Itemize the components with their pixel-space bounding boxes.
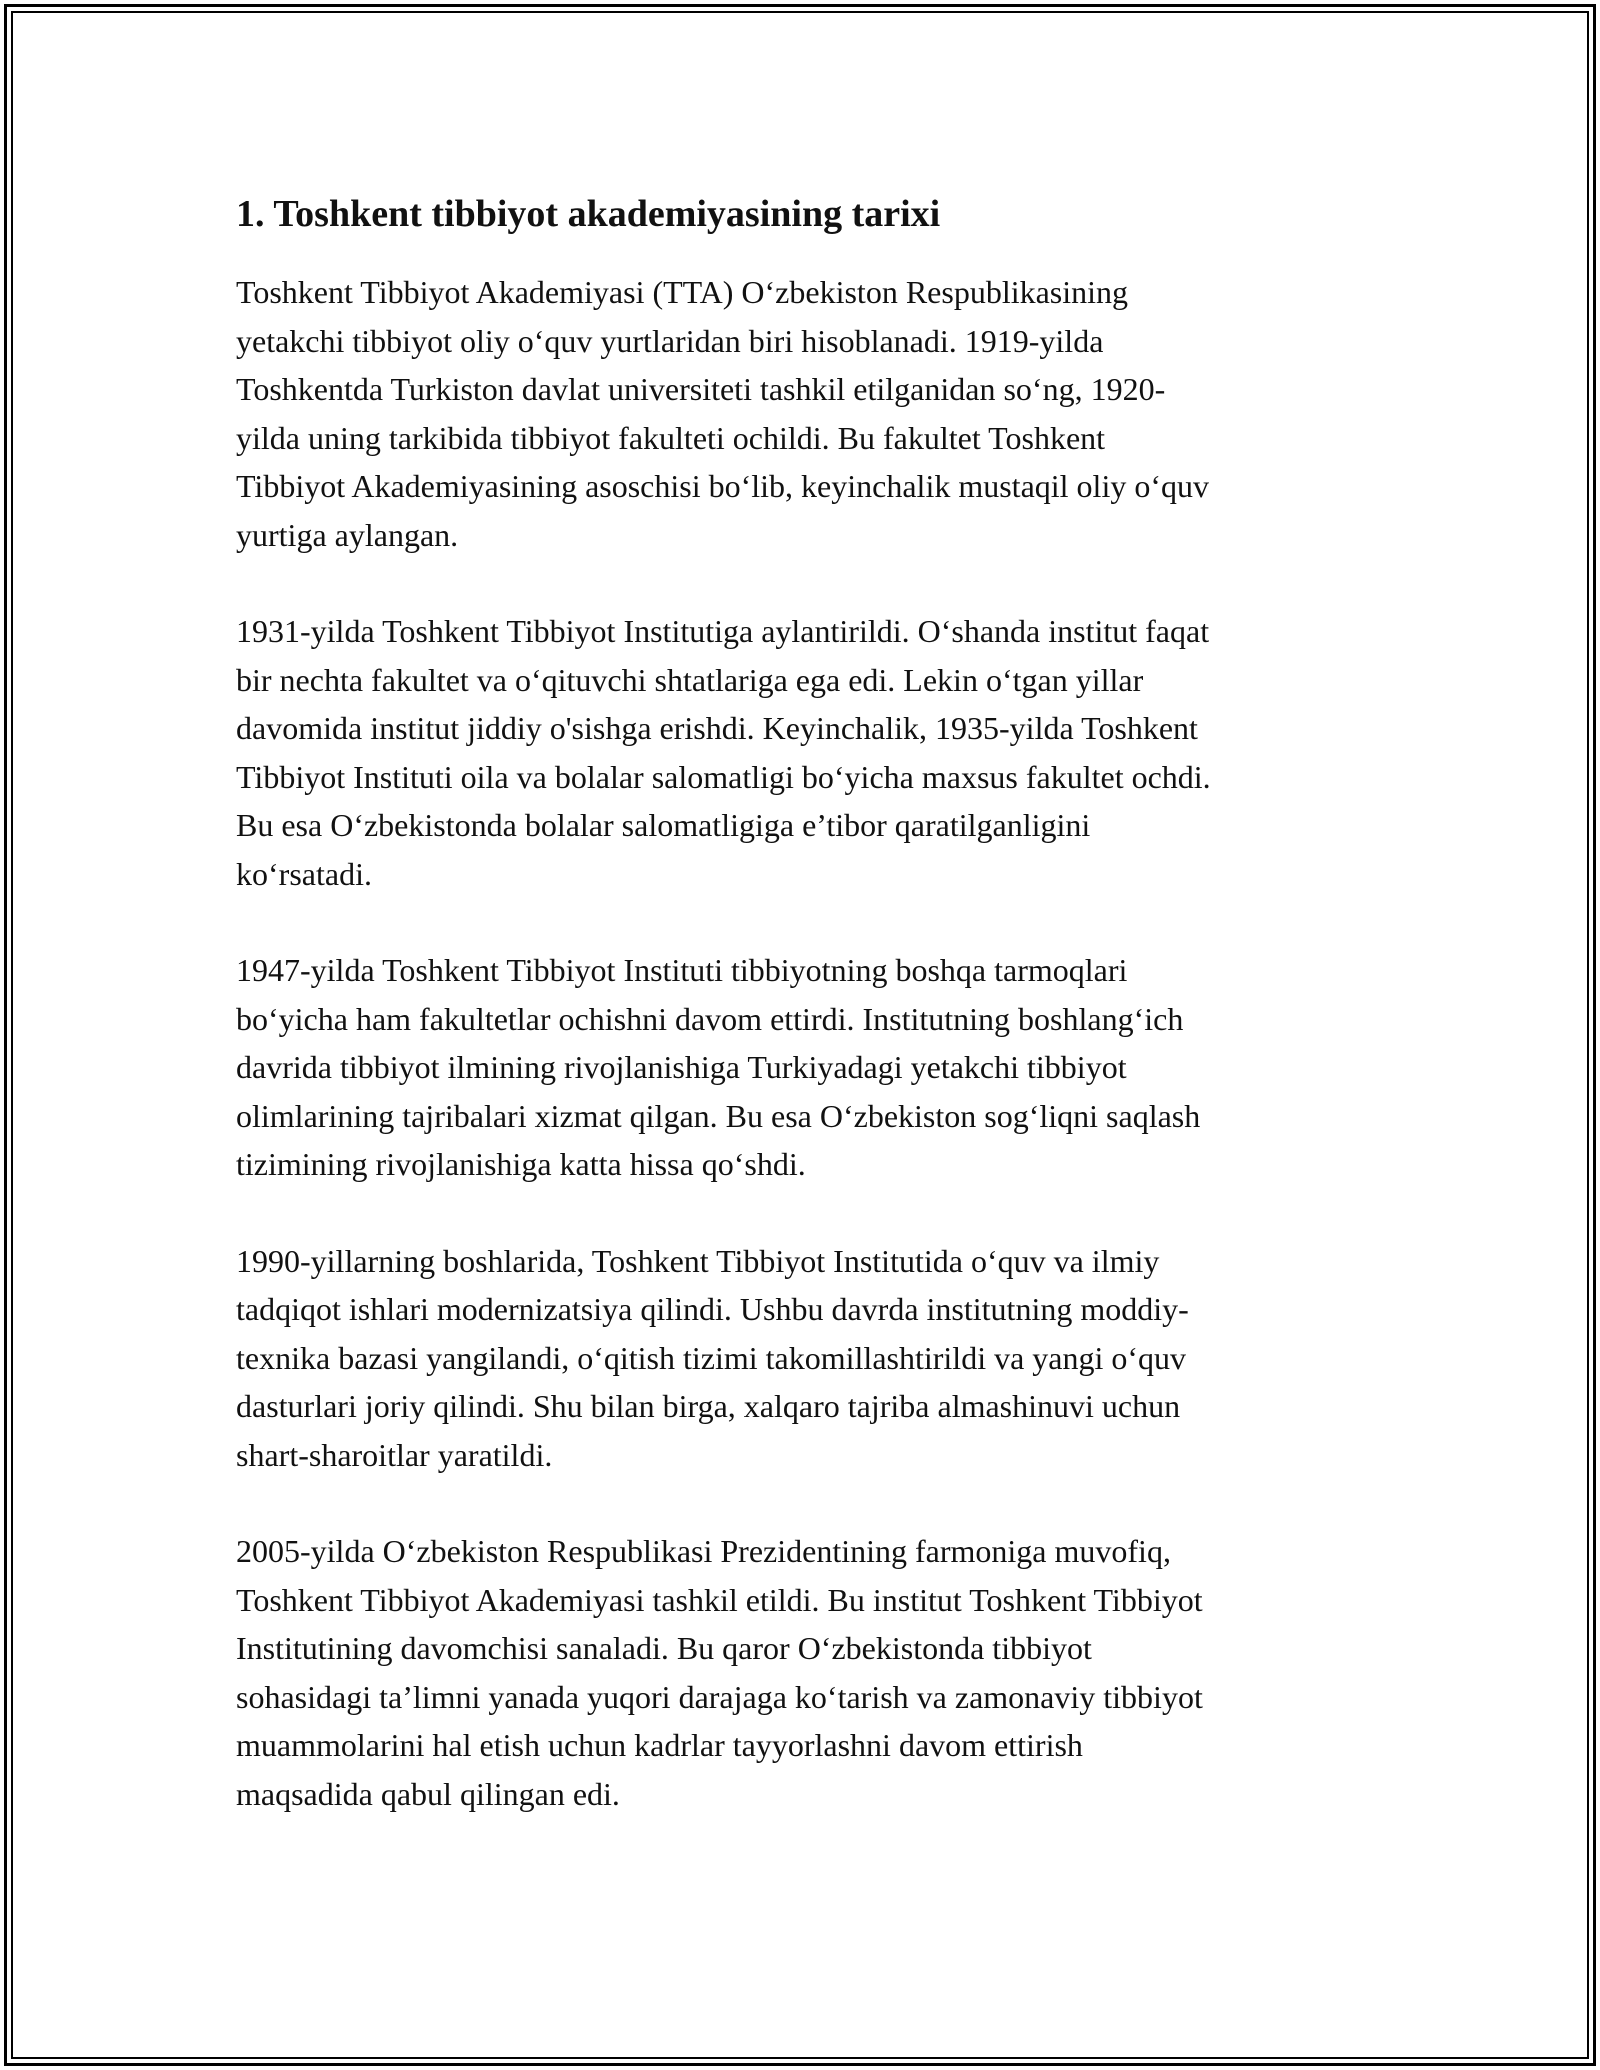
paragraph-line: 1931-yilda Toshkent Tibbiyot Institutiga aylantirildi. O‘shanda institut faqat bbox=[236, 613, 1210, 649]
paragraph-line: 1947-yilda Toshkent Tibbiyot Instituti tibbiyotning boshqa tarmoqlari bbox=[236, 952, 1128, 988]
paragraph-line: yurtiga aylangan. bbox=[236, 516, 459, 553]
paragraph-line: bo‘yicha ham fakultetlar ochishni davom ettirdi. Institutning boshlang‘ich bbox=[236, 1000, 1184, 1037]
paragraph-line: Bu esa O‘zbekistonda bolalar salomatligiga e’tibor qaratilganligini bbox=[236, 807, 1091, 843]
paragraph-line: sohasidagi ta’limni yanada yuqori darajaga ko‘tarish va zamonaviy tibbiyot bbox=[236, 1678, 1203, 1715]
section-heading: 1. Toshkent tibbiyot akademiyasining tarixi bbox=[236, 193, 941, 235]
paragraph-line: 1990-yillarning boshlarida, Toshkent Tibbiyot Institutida o‘quv va ilmiy bbox=[236, 1242, 1160, 1279]
paragraph-line: texnika bazasi yangilandi, o‘qitish tizimi takomillashtirildi va yangi o‘quv bbox=[236, 1339, 1187, 1376]
paragraph-line: davomida institut jiddiy o'sishga erishdi. Keyinchalik, 1935-yilda Toshkent bbox=[236, 710, 1198, 746]
paragraph-line: tadqiqot ishlari modernizatsiya qilindi. Ushbu davrda institutning moddiy- bbox=[236, 1291, 1189, 1327]
paragraph-history-2005 bbox=[236, 1527, 1366, 1818]
paragraph-line: tizimining rivojlanishiga katta hissa qo‘shdi. bbox=[236, 1146, 806, 1182]
paragraph-line: Toshkent Tibbiyot Akademiyasi (TTA) O‘zbekiston Respublikasining bbox=[236, 274, 1129, 310]
paragraph-history-founding bbox=[236, 268, 1366, 559]
paragraph-line: muammolarini hal etish uchun kadrlar tayyorlashni davom ettirish bbox=[236, 1727, 1083, 1763]
paragraph-history-1947 bbox=[236, 946, 1366, 1189]
paragraph-line: bir nechta fakultet va o‘qituvchi shtatlariga ega edi. Lekin o‘tgan yillar bbox=[236, 661, 1144, 698]
paragraph-line: yilda uning tarkibida tibbiyot fakulteti ochildi. Bu fakultet Toshkent bbox=[236, 419, 1106, 456]
paragraph-line: dasturlari joriy qilindi. Shu bilan birga, xalqaro tajriba almashinuvi uchun bbox=[236, 1388, 1181, 1424]
paragraph-history-1931 bbox=[236, 607, 1366, 898]
document-body bbox=[236, 186, 1366, 1866]
paragraph-line: Institutining davomchisi sanaladi. Bu qaror O‘zbekistonda tibbiyot bbox=[236, 1630, 1092, 1666]
paragraph-line: Toshkentda Turkiston davlat universiteti tashkil etilganidan so‘ng, 1920- bbox=[236, 371, 1166, 407]
paragraph-line: Tibbiyot Akademiyasining asoschisi bo‘lib, keyinchalik mustaqil oliy o‘quv bbox=[236, 468, 1209, 504]
paragraph-line: Tibbiyot Instituti oila va bolalar salomatligi bo‘yicha maxsus fakultet ochdi. bbox=[236, 758, 1211, 795]
paragraph-history-1990s bbox=[236, 1237, 1366, 1480]
paragraph-line: 2005-yilda O‘zbekiston Respublikasi Prezidentining farmoniga muvofiq, bbox=[236, 1533, 1171, 1569]
paragraph-line: olimlarining tajribalari xizmat qilgan. Bu esa O‘zbekiston sog‘liqni saqlash bbox=[236, 1097, 1201, 1134]
paragraph-line: davrida tibbiyot ilmining rivojlanishiga Turkiyadagi yetakchi tibbiyot bbox=[236, 1049, 1127, 1085]
paragraph-line: ko‘rsatadi. bbox=[236, 855, 372, 892]
paragraph-line: yetakchi tibbiyot oliy o‘quv yurtlaridan biri hisoblanadi. 1919-yilda bbox=[236, 322, 1104, 359]
paragraph-line: shart-sharoitlar yaratildi. bbox=[236, 1436, 553, 1473]
paragraph-line: maqsadida qabul qilingan edi. bbox=[236, 1775, 620, 1812]
paragraph-line: Toshkent Tibbiyot Akademiyasi tashkil etildi. Bu institut Toshkent Tibbiyot bbox=[236, 1581, 1203, 1618]
